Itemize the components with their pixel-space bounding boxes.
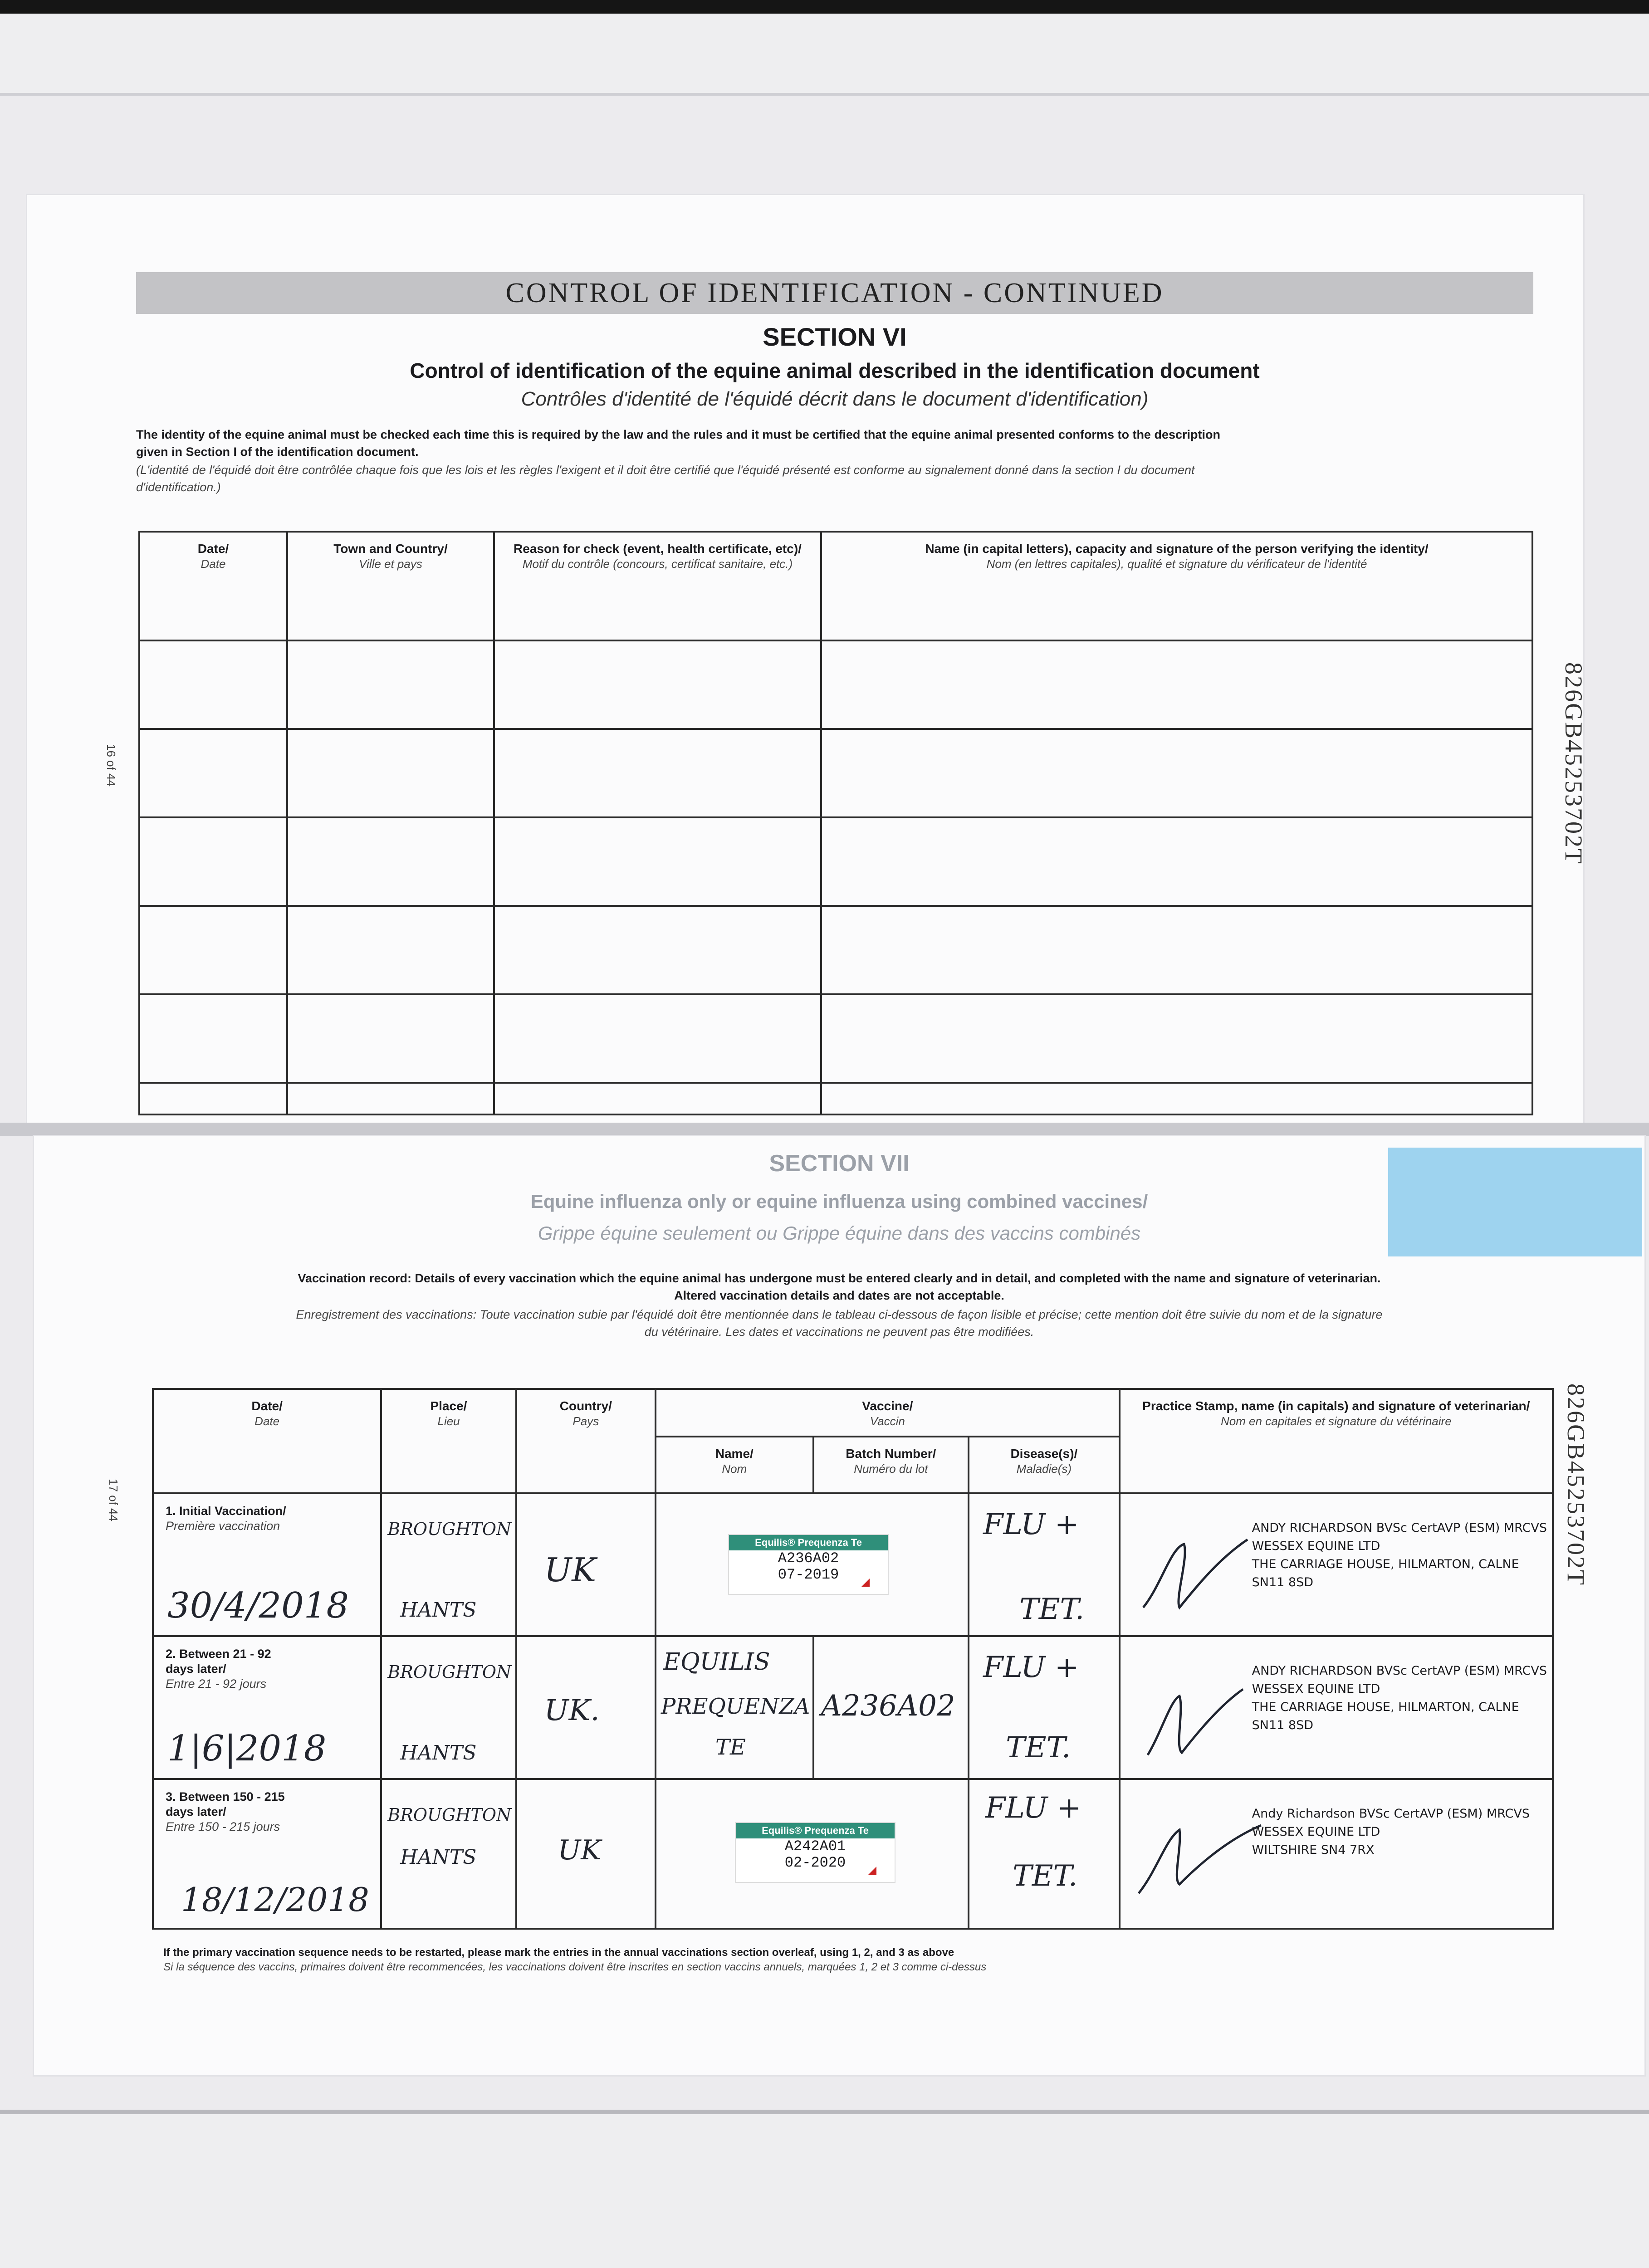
disease-cell: FLU + TET. [969,1779,1120,1929]
section-subtitle-fr: Grippe équine seulement ou Grippe équine dans des vaccins combinés [538,1222,1141,1244]
place-cell: BROUGHTON HANTS [381,1493,516,1636]
footnote-fr: Si la séquence des vaccins, primaires doivent être recommencées, les vaccinations doivent être inscrites en section vaccins annuels, marquées 1, 2 et 3 comme ci-dessus [163,1961,987,1973]
date-cell: 1. Initial Vaccination/ Première vaccination 30/4/2018 [153,1493,381,1636]
practice-stamp-cell: ANDY RICHARDSON BVSc CertAVP (ESM) MRCVS WESSEX EQUINE LTD THE CARRIAGE HOUSE, HILMARTON, CALNE SN11 8SD [1120,1493,1553,1636]
practice-stamp-cell: ANDY RICHARDSON BVSc CertAVP (ESM) MRCVS WESSEX EQUINE LTD THE CARRIAGE HOUSE, HILMARTON, CALNE SN11 8SD [1120,1636,1553,1779]
place-cell: BROUGHTON HANTS [381,1779,516,1929]
header-batch-number: Batch Number/ Numéro du lot [813,1437,969,1493]
disease-cell: FLU + TET. [969,1636,1120,1779]
passport-code: 826GB45253702T [1560,662,1587,865]
table-row [139,640,1532,729]
header-date: Date/ Date [139,532,287,640]
disease-cell: FLU + TET. [969,1493,1120,1636]
instruction-en-line-2: given in Section I of the identification document. [136,445,419,459]
header-disease: Disease(s)/ Maladie(s) [969,1437,1120,1493]
vaccination-row [153,1779,1553,1929]
instruction-fr-line-1: (L'identité de l'équidé doit être contrôlée chaque fois que les lois et les règles l'exigent et il doit être certifié que l'équidé présenté est conforme au signalement donné dans la section I du document [136,463,1195,477]
table-row [139,729,1532,817]
instruction-en-line-1: The identity of the equine animal must be checked each time this is required by the law and the rules and it must be certified that the equine animal presented conforms to the description [136,428,1220,441]
record-instruction-en-1: Vaccination record: Details of every vaccination which the equine animal has undergone must be entered clearly and in detail, and completed with the name and signature of veterinarian. [298,1271,1381,1285]
country-cell: UK. [516,1636,656,1779]
country-cell: UK [516,1493,656,1636]
vaccine-sticker-cell [656,1779,969,1929]
section-subtitle-en: Equine influenza only or equine influenza using combined vaccines/ [530,1191,1148,1212]
header-practice-stamp: Practice Stamp, name (in capitals) and signature of veterinarian/ Nom en capitales et signature du vétérinaire [1120,1389,1553,1493]
section-banner: CONTROL OF IDENTIFICATION - CONTINUED [136,272,1533,314]
page-number: 17 of 44 [107,1479,120,1521]
table-row [139,1083,1532,1114]
table-header-row [139,532,1532,640]
section-title: SECTION VII [769,1150,910,1177]
header-town-country: Town and Country/ Ville et pays [287,532,494,640]
section-subtitle-fr: Contrôles d'identité de l'équidé décrit dans le document d'identification) [521,388,1149,410]
vaccination-date: 30/4/2018 [167,1585,349,1626]
vaccine-batch-sticker: Equilis® Prequenza Te A236A02 07-2019 [729,1535,888,1594]
vaccination-date: 1|6|2018 [167,1728,327,1769]
scan-border [0,0,1649,14]
vaccine-batch-sticker: Equilis® Prequenza Te A242A01 02-2020 [736,1823,895,1882]
vaccination-date: 18/12/2018 [181,1881,369,1919]
vet-signature [1139,1678,1248,1764]
record-instruction-en-2: Altered vaccination details and dates are not acceptable. [674,1289,1004,1302]
header-name-signature: Name (in capital letters), capacity and signature of the person verifying the identity/ Nom (en lettres capitales), qualité et signature du vérificateur de l'identité [821,532,1532,640]
vaccination-row [153,1493,1553,1636]
vaccine-sticker-cell [656,1493,969,1636]
instruction-fr-line-2: d'identification.) [136,480,221,494]
header-vaccine: Vaccine/ Vaccin [656,1389,1120,1437]
section-subtitle-en: Control of identification of the equine animal described in the identification document [410,359,1260,382]
header-reason: Reason for check (event, health certificate, etc)/ Motif du contrôle (concours, certificat sanitaire, etc.) [494,532,821,640]
table-row [139,994,1532,1083]
page-number: 16 of 44 [104,744,118,787]
practice-stamp-cell: Andy Richardson BVSc CertAVP (ESM) MRCVS WESSEX EQUINE LTD WILTSHIRE SN4 7RX [1120,1779,1553,1929]
batch-number-cell: A236A02 [813,1636,969,1779]
footnote-en: If the primary vaccination sequence needs to be restarted, please mark the entries in the annual vaccinations section overleaf, using 1, 2, and 3 as above [163,1946,954,1959]
page-fold [0,1123,1649,1136]
section-title: SECTION VI [763,323,907,351]
table-header-row [153,1389,1553,1437]
vaccination-table [152,1388,1554,1930]
header-country: Country/ Pays [516,1389,656,1493]
header-vaccine-name: Name/ Nom [656,1437,813,1493]
vet-signature [1130,1812,1266,1902]
header-place: Place/ Lieu [381,1389,516,1493]
record-instruction-fr-1: Enregistrement des vaccinations: Toute vaccination subie par l'équidé doit être mentionnée dans le tableau ci-dessous de façon lisible et précise; cette mention doit être suivie du nom et de la signature [296,1308,1383,1321]
country-cell: UK [516,1779,656,1929]
table-row [139,906,1532,994]
place-cell: BROUGHTON HANTS [381,1636,516,1779]
header-date: Date/ Date [153,1389,381,1493]
identity-check-table [138,531,1533,1115]
vaccination-row [153,1636,1553,1779]
table-row [139,817,1532,906]
vet-signature [1134,1530,1252,1621]
record-instruction-fr-2: du vétérinaire. Les dates et vaccinations ne peuvent pas être modifiées. [644,1325,1034,1339]
date-cell: 2. Between 21 - 92 days later/ Entre 21 - 92 jours 1|6|2018 [153,1636,381,1779]
date-cell: 3. Between 150 - 215 days later/ Entre 150 - 215 jours 18/12/2018 [153,1779,381,1929]
passport-code: 826GB45253702T [1562,1383,1590,1586]
vaccine-name-cell: EQUILIS PREQUENZA TE [656,1636,813,1779]
